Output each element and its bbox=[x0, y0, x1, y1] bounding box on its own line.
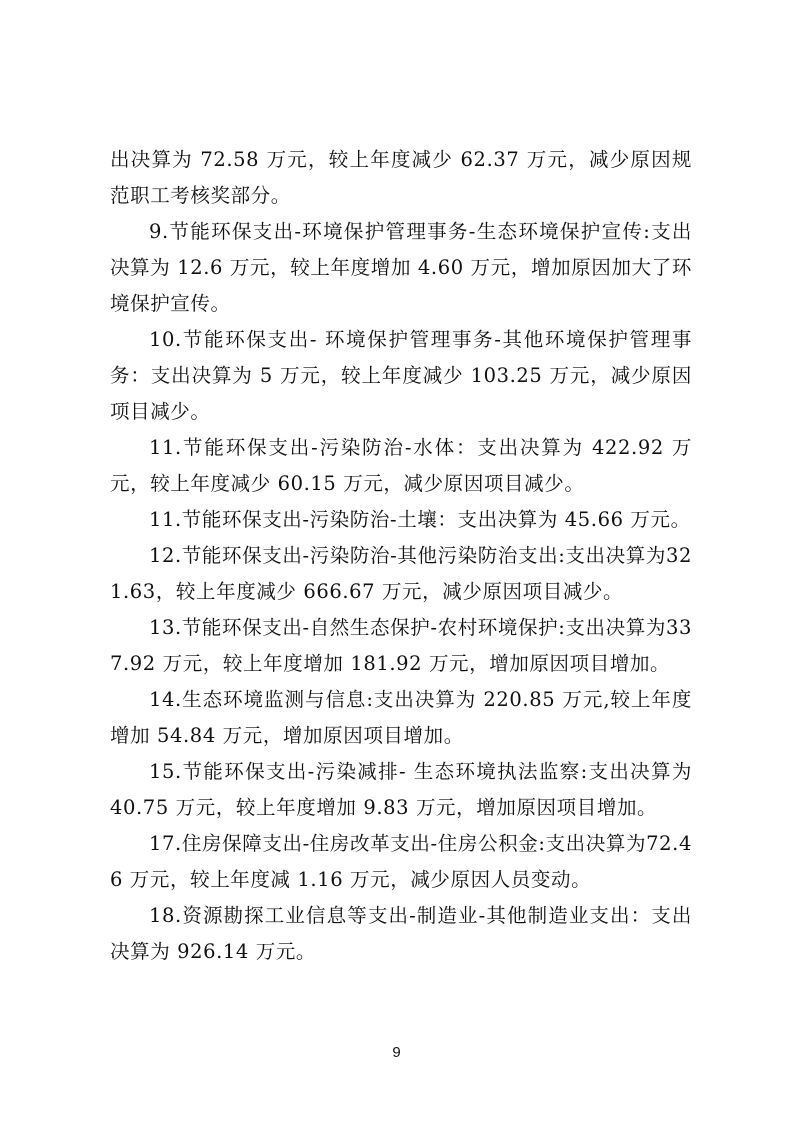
paragraph-item-10: 10.节能环保支出- 环境保护管理事务-其他环境保护管理事务：支出决算为 5 万元，较上年度减少 103.25 万元，减少原因项目减少。 bbox=[110, 328, 692, 423]
paragraph-item-11-soil: 11.节能环保支出-污染防治-土壤：支出决算为 45.66 万元。 bbox=[149, 508, 691, 531]
paragraph-item-18: 18.资源勘探工业信息等支出-制造业-其他制造业支出：支出决算为 926.14 万元。 bbox=[110, 904, 692, 963]
paragraph-continuation: 出决算为 72.58 万元，较上年度减少 62.37 万元，减少原因规范职工考核奖部分。 bbox=[110, 148, 692, 207]
paragraph-item-15: 15.节能环保支出-污染减排- 生态环境执法监察:支出决算为 40.75 万元，较上年度增加 9.83 万元，增加原因项目增加。 bbox=[110, 760, 692, 819]
body-text bbox=[110, 142, 692, 970]
paragraph-item-12: 12.节能环保支出-污染防治-其他污染防治支出:支出决算为321.63，较上年度减少 666.67 万元，减少原因项目减少。 bbox=[110, 544, 692, 603]
paragraph-item-14: 14.生态环境监测与信息:支出决算为 220.85 万元,较上年度增加 54.84 万元，增加原因项目增加。 bbox=[110, 688, 692, 747]
page-number: 9 bbox=[392, 1044, 401, 1061]
paragraph-item-13: 13.节能环保支出-自然生态保护-农村环境保护:支出决算为337.92 万元，较上年度增加 181.92 万元，增加原因项目增加。 bbox=[110, 616, 692, 675]
paragraph-item-17: 17.住房保障支出-住房改革支出-住房公积金:支出决算为72.46 万元，较上年度减 1.16 万元，减少原因人员变动。 bbox=[110, 832, 692, 891]
paragraph-item-9: 9.节能环保支出-环境保护管理事务-生态环境保护宣传:支出决算为 12.6 万元，较上年度增加 4.60 万元，增加原因加大了环境保护宣传。 bbox=[110, 220, 692, 315]
paragraph-item-11-water: 11.节能环保支出-污染防治-水体：支出决算为 422.92 万元，较上年度减少 60.15 万元，减少原因项目减少。 bbox=[110, 436, 692, 495]
